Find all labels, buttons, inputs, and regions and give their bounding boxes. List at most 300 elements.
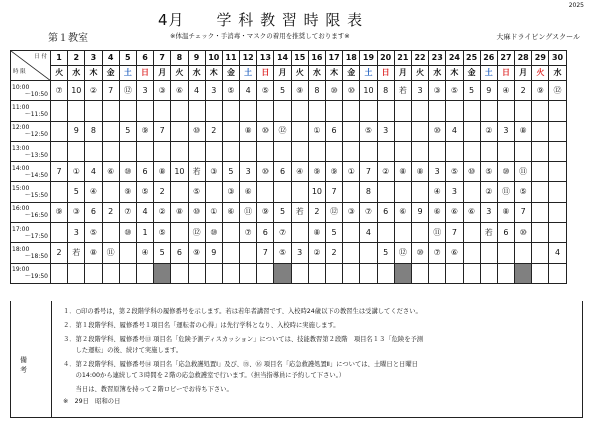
- class-cell: 6: [274, 162, 291, 182]
- class-cell: [240, 141, 257, 161]
- class-cell: ⑩: [119, 223, 136, 243]
- class-cell: ①: [205, 202, 222, 222]
- class-cell: ⑫: [394, 243, 411, 263]
- class-cell: [257, 263, 274, 283]
- class-cell: 7: [51, 162, 68, 182]
- day-number: 8: [171, 51, 188, 66]
- class-cell: ⑤: [257, 81, 274, 101]
- period-row: [11, 162, 567, 182]
- period-time: [11, 81, 51, 101]
- class-cell: [411, 223, 428, 243]
- class-cell: 5: [222, 162, 239, 182]
- class-cell: [515, 243, 532, 263]
- class-cell: 5: [274, 81, 291, 101]
- weekday-label: 土: [119, 66, 136, 81]
- class-cell: [480, 141, 497, 161]
- period-row: [11, 141, 567, 161]
- class-cell: [463, 263, 480, 283]
- class-cell: ③: [429, 81, 446, 101]
- note-line: 当日は、教習原簿を持って２階ロビーでお待ち下さい。: [63, 386, 233, 393]
- weekday-label: 月: [154, 66, 171, 81]
- weekday-label: 木: [446, 66, 463, 81]
- weekday-label: 水: [429, 66, 446, 81]
- class-cell: ②: [154, 202, 171, 222]
- class-cell: 6: [171, 243, 188, 263]
- class-cell: 1: [136, 223, 153, 243]
- class-cell: ⑤: [154, 223, 171, 243]
- class-cell: [274, 182, 291, 202]
- class-cell: 7: [360, 162, 377, 182]
- class-cell: [360, 141, 377, 161]
- weekday-label: 火: [411, 66, 428, 81]
- note-line: ２．第１段階学科、履修番号１項目名「運転者の心得」は先行学科となり、入校時に実施します。: [63, 322, 340, 329]
- class-cell: 7: [515, 202, 532, 222]
- class-cell: [549, 121, 566, 141]
- class-cell: ⑧: [497, 202, 514, 222]
- class-cell: [188, 263, 205, 283]
- weekday-label: 水: [68, 66, 85, 81]
- class-cell: ⑨: [51, 202, 68, 222]
- class-cell: [343, 141, 360, 161]
- class-cell: [102, 121, 119, 141]
- period-start: 19:00: [12, 266, 30, 274]
- class-cell: 3: [497, 121, 514, 141]
- class-cell: ⑥: [463, 202, 480, 222]
- class-cell: 8: [308, 81, 325, 101]
- class-cell: ⑥: [446, 243, 463, 263]
- weekday-label: 日: [497, 66, 514, 81]
- weekday-label: 火: [291, 66, 308, 81]
- weekday-label: 木: [326, 66, 343, 81]
- class-cell: ⑧: [515, 121, 532, 141]
- class-cell: [205, 263, 222, 283]
- class-cell: ⑤: [188, 182, 205, 202]
- note-line: １．○印の番号は，第２段階学科の履修番号を示します。若は若年者講習です、入校時24歳以下の教習生は受講してください。: [63, 308, 422, 315]
- class-cell: [377, 182, 394, 202]
- period-time: [11, 182, 51, 202]
- class-cell: [549, 101, 566, 121]
- class-cell: [497, 141, 514, 161]
- day-number: 7: [154, 51, 171, 66]
- day-number: 24: [446, 51, 463, 66]
- day-number: 28: [515, 51, 532, 66]
- class-cell: ⑩: [205, 223, 222, 243]
- class-cell: [222, 263, 239, 283]
- class-cell: [411, 141, 428, 161]
- class-cell: [429, 263, 446, 283]
- class-cell: [171, 141, 188, 161]
- class-cell: 3: [240, 162, 257, 182]
- schedule-table: [10, 50, 567, 284]
- class-cell: [119, 263, 136, 283]
- class-cell: 10: [171, 162, 188, 182]
- class-cell: [480, 101, 497, 121]
- class-cell: ⑤: [515, 182, 532, 202]
- class-cell: ⑨: [291, 81, 308, 101]
- class-cell: 3: [205, 81, 222, 101]
- class-cell: ③: [222, 182, 239, 202]
- day-number: 14: [274, 51, 291, 66]
- class-cell: [343, 121, 360, 141]
- class-cell: 10: [360, 81, 377, 101]
- notes-label: [11, 301, 52, 417]
- note-line: ３．第２段階学科、履修番号⑬ 項目名「危険予測ディスカッション」については、技能教習第２段階 項目名１３「危険を予測: [63, 336, 424, 343]
- class-cell: [480, 263, 497, 283]
- note-line: した運転」の後、続けて実施します。: [63, 347, 183, 354]
- class-cell: [171, 121, 188, 141]
- class-cell: 4: [240, 81, 257, 101]
- class-cell: [85, 101, 102, 121]
- class-cell: [377, 141, 394, 161]
- class-cell: ③: [205, 162, 222, 182]
- class-cell: [222, 101, 239, 121]
- class-cell: [394, 121, 411, 141]
- class-cell: [343, 223, 360, 243]
- class-cell: ⑥: [240, 182, 257, 202]
- day-number: 4: [102, 51, 119, 66]
- class-cell: ⑤: [480, 162, 497, 182]
- class-cell: [515, 263, 532, 283]
- period-end: ～11:50: [24, 110, 48, 118]
- class-cell: ⑤: [360, 121, 377, 141]
- class-cell: [411, 182, 428, 202]
- class-cell: 2: [308, 202, 325, 222]
- class-cell: [102, 182, 119, 202]
- room-label: 第１教室: [48, 33, 88, 44]
- period-start: 15:00: [12, 185, 30, 193]
- day-number: 13: [257, 51, 274, 66]
- class-cell: 2: [102, 202, 119, 222]
- class-cell: [51, 121, 68, 141]
- weekday-label: 土: [360, 66, 377, 81]
- class-cell: [343, 101, 360, 121]
- class-cell: [154, 141, 171, 161]
- notes-section: [10, 301, 583, 418]
- class-cell: [446, 101, 463, 121]
- class-cell: ④: [136, 243, 153, 263]
- weekday-label: 火: [171, 66, 188, 81]
- class-cell: ①: [343, 162, 360, 182]
- class-cell: ⑫: [549, 81, 566, 101]
- class-cell: [119, 243, 136, 263]
- date-label: 日 付: [34, 54, 47, 60]
- class-cell: ⑥: [394, 202, 411, 222]
- class-cell: ⑨: [308, 162, 325, 182]
- weekday-label: 火: [532, 66, 549, 81]
- weekday-label: 火: [51, 66, 68, 81]
- class-cell: [240, 263, 257, 283]
- class-cell: ⑨: [532, 81, 549, 101]
- class-cell: 若: [188, 162, 205, 182]
- class-cell: ③: [68, 202, 85, 222]
- weekday-label: 土: [480, 66, 497, 81]
- class-cell: [240, 243, 257, 263]
- class-cell: [326, 141, 343, 161]
- class-cell: [463, 243, 480, 263]
- class-cell: [549, 182, 566, 202]
- period-time: [11, 263, 51, 283]
- class-cell: [274, 263, 291, 283]
- class-cell: 2: [326, 243, 343, 263]
- day-number: 30: [549, 51, 566, 66]
- class-cell: 6: [326, 121, 343, 141]
- weekday-label: 金: [343, 66, 360, 81]
- period-end: ～19:50: [24, 273, 48, 281]
- day-number: 2: [68, 51, 85, 66]
- notice-text: ※体温チェック・手消毒・マスクの着用を推奨しております※: [170, 32, 350, 40]
- period-time: [11, 121, 51, 141]
- class-cell: ⑩: [411, 243, 428, 263]
- class-cell: [360, 243, 377, 263]
- class-cell: [549, 223, 566, 243]
- period-end: ～12:50: [24, 131, 48, 139]
- class-cell: [394, 263, 411, 283]
- note-line: ４．第２段階学科、履修番号⑭ 項目名「応急救護処置Ⅰ」及び、⑮、⑯ 項目名「応急救護処置Ⅱ」については、土曜日と日曜日: [63, 361, 418, 368]
- class-cell: ⑦: [51, 81, 68, 101]
- period-start: 11:00: [12, 103, 30, 111]
- class-cell: 4: [188, 81, 205, 101]
- day-number: 9: [188, 51, 205, 66]
- class-cell: 7: [102, 81, 119, 101]
- period-end: ～17:50: [24, 232, 48, 240]
- period-start: 16:00: [12, 205, 30, 213]
- weekday-label: 水: [188, 66, 205, 81]
- class-cell: ⑥: [429, 202, 446, 222]
- class-cell: 3: [429, 162, 446, 182]
- class-cell: ⑫: [119, 81, 136, 101]
- class-cell: 5: [463, 81, 480, 101]
- class-cell: ⑦: [429, 243, 446, 263]
- period-row: [11, 81, 567, 101]
- class-cell: ⑨: [326, 162, 343, 182]
- period-row: [11, 101, 567, 121]
- time-label: 時 限: [13, 69, 26, 75]
- day-number: 12: [240, 51, 257, 66]
- day-number: 1: [51, 51, 68, 66]
- class-cell: [463, 182, 480, 202]
- class-cell: [394, 101, 411, 121]
- class-cell: [394, 182, 411, 202]
- class-cell: ④: [429, 182, 446, 202]
- class-cell: 4: [549, 243, 566, 263]
- class-cell: [222, 121, 239, 141]
- period-time: [11, 202, 51, 222]
- class-cell: ⑫: [326, 202, 343, 222]
- class-cell: ②: [480, 121, 497, 141]
- year-label: 2025: [568, 2, 584, 9]
- class-cell: [51, 223, 68, 243]
- class-cell: [463, 223, 480, 243]
- class-cell: ⑩: [463, 162, 480, 182]
- class-cell: [222, 223, 239, 243]
- class-cell: [136, 263, 153, 283]
- class-cell: [377, 263, 394, 283]
- class-cell: 8: [377, 81, 394, 101]
- class-cell: [257, 141, 274, 161]
- class-cell: 2: [154, 182, 171, 202]
- period-start: 18:00: [12, 246, 30, 254]
- class-cell: [308, 141, 325, 161]
- class-cell: 9: [480, 81, 497, 101]
- class-cell: [532, 223, 549, 243]
- class-cell: [274, 101, 291, 121]
- day-number: 23: [429, 51, 446, 66]
- class-cell: [308, 263, 325, 283]
- class-cell: [497, 263, 514, 283]
- class-cell: [515, 141, 532, 161]
- class-cell: ④: [497, 81, 514, 101]
- class-cell: ④: [85, 182, 102, 202]
- weekday-label: 金: [102, 66, 119, 81]
- school-name: 大麻ドライビングスクール: [496, 33, 580, 41]
- day-number: 18: [343, 51, 360, 66]
- note-line: ※ 29日 昭和の日: [63, 398, 121, 405]
- class-cell: [51, 263, 68, 283]
- class-cell: 若: [68, 243, 85, 263]
- period-start: 17:00: [12, 225, 30, 233]
- weekday-label: 月: [394, 66, 411, 81]
- class-cell: 5: [154, 243, 171, 263]
- class-cell: ③: [154, 81, 171, 101]
- class-cell: [205, 182, 222, 202]
- class-cell: ⑩: [257, 162, 274, 182]
- class-cell: ⑩: [429, 121, 446, 141]
- weekday-label: 月: [515, 66, 532, 81]
- class-cell: [411, 263, 428, 283]
- day-number: 21: [394, 51, 411, 66]
- class-cell: [102, 101, 119, 121]
- period-end: ～14:50: [24, 171, 48, 179]
- class-cell: ⑧: [85, 243, 102, 263]
- class-cell: [549, 202, 566, 222]
- class-cell: [343, 182, 360, 202]
- class-cell: 6: [257, 223, 274, 243]
- period-row: [11, 223, 567, 243]
- class-cell: ⑧: [308, 223, 325, 243]
- class-cell: [291, 182, 308, 202]
- class-cell: 3: [136, 81, 153, 101]
- class-cell: ⑧: [411, 162, 428, 182]
- class-cell: ⑪: [102, 243, 119, 263]
- class-cell: [532, 101, 549, 121]
- period-end: ～16:50: [24, 212, 48, 220]
- period-row: [11, 243, 567, 263]
- class-cell: [240, 101, 257, 121]
- weekday-label: 土: [240, 66, 257, 81]
- period-time: [11, 141, 51, 161]
- class-cell: 若: [394, 81, 411, 101]
- class-cell: 9: [205, 243, 222, 263]
- class-cell: 4: [360, 223, 377, 243]
- class-cell: [119, 141, 136, 161]
- period-row: [11, 263, 567, 283]
- class-cell: [136, 101, 153, 121]
- class-cell: 2: [205, 121, 222, 141]
- class-cell: ⑤: [222, 81, 239, 101]
- period-start: 10:00: [12, 83, 30, 91]
- period-time: [11, 101, 51, 121]
- class-cell: [171, 101, 188, 121]
- class-cell: [68, 263, 85, 283]
- class-cell: [51, 182, 68, 202]
- class-cell: [394, 223, 411, 243]
- class-cell: [343, 243, 360, 263]
- class-cell: 7: [446, 223, 463, 243]
- class-cell: ②: [480, 182, 497, 202]
- class-cell: [549, 141, 566, 161]
- class-cell: [85, 263, 102, 283]
- class-cell: [188, 141, 205, 161]
- class-cell: [360, 101, 377, 121]
- class-cell: [532, 243, 549, 263]
- class-cell: 4: [85, 162, 102, 182]
- class-cell: [102, 141, 119, 161]
- period-time: [11, 223, 51, 243]
- class-cell: ⑩: [119, 162, 136, 182]
- class-cell: 5: [68, 182, 85, 202]
- class-cell: ⑪: [515, 162, 532, 182]
- weekday-label: 月: [274, 66, 291, 81]
- class-cell: 6: [136, 162, 153, 182]
- day-number: 29: [532, 51, 549, 66]
- class-cell: [257, 182, 274, 202]
- class-cell: [308, 101, 325, 121]
- class-cell: [326, 101, 343, 121]
- class-cell: 若: [480, 223, 497, 243]
- class-cell: [360, 263, 377, 283]
- class-cell: ②: [85, 81, 102, 101]
- class-cell: [188, 101, 205, 121]
- period-row: [11, 202, 567, 222]
- day-number: 22: [411, 51, 428, 66]
- class-cell: [85, 141, 102, 161]
- class-cell: ⑥: [102, 162, 119, 182]
- class-cell: [549, 263, 566, 283]
- class-cell: [51, 141, 68, 161]
- class-cell: ⑦: [274, 223, 291, 243]
- class-cell: ⑥: [171, 81, 188, 101]
- class-cell: ⑩: [326, 81, 343, 101]
- class-cell: [154, 263, 171, 283]
- class-cell: [377, 101, 394, 121]
- class-cell: [532, 141, 549, 161]
- class-cell: [497, 101, 514, 121]
- period-end: ～15:50: [24, 192, 48, 200]
- day-number: 15: [291, 51, 308, 66]
- class-cell: ⑦: [360, 202, 377, 222]
- class-cell: ⑫: [188, 223, 205, 243]
- period-row: [11, 121, 567, 141]
- class-cell: ⑨: [119, 182, 136, 202]
- day-number: 25: [463, 51, 480, 66]
- class-cell: [205, 101, 222, 121]
- class-cell: [291, 263, 308, 283]
- class-cell: 9: [68, 121, 85, 141]
- class-cell: 5: [274, 202, 291, 222]
- class-cell: [515, 101, 532, 121]
- class-cell: 5: [377, 243, 394, 263]
- class-cell: [532, 121, 549, 141]
- class-cell: ⑩: [188, 121, 205, 141]
- class-cell: ④: [291, 162, 308, 182]
- class-cell: ⑪: [429, 223, 446, 243]
- class-cell: 3: [68, 223, 85, 243]
- class-cell: [136, 141, 153, 161]
- class-cell: ②: [308, 243, 325, 263]
- class-cell: ⑪: [240, 202, 257, 222]
- class-cell: [205, 141, 222, 161]
- class-cell: [257, 101, 274, 121]
